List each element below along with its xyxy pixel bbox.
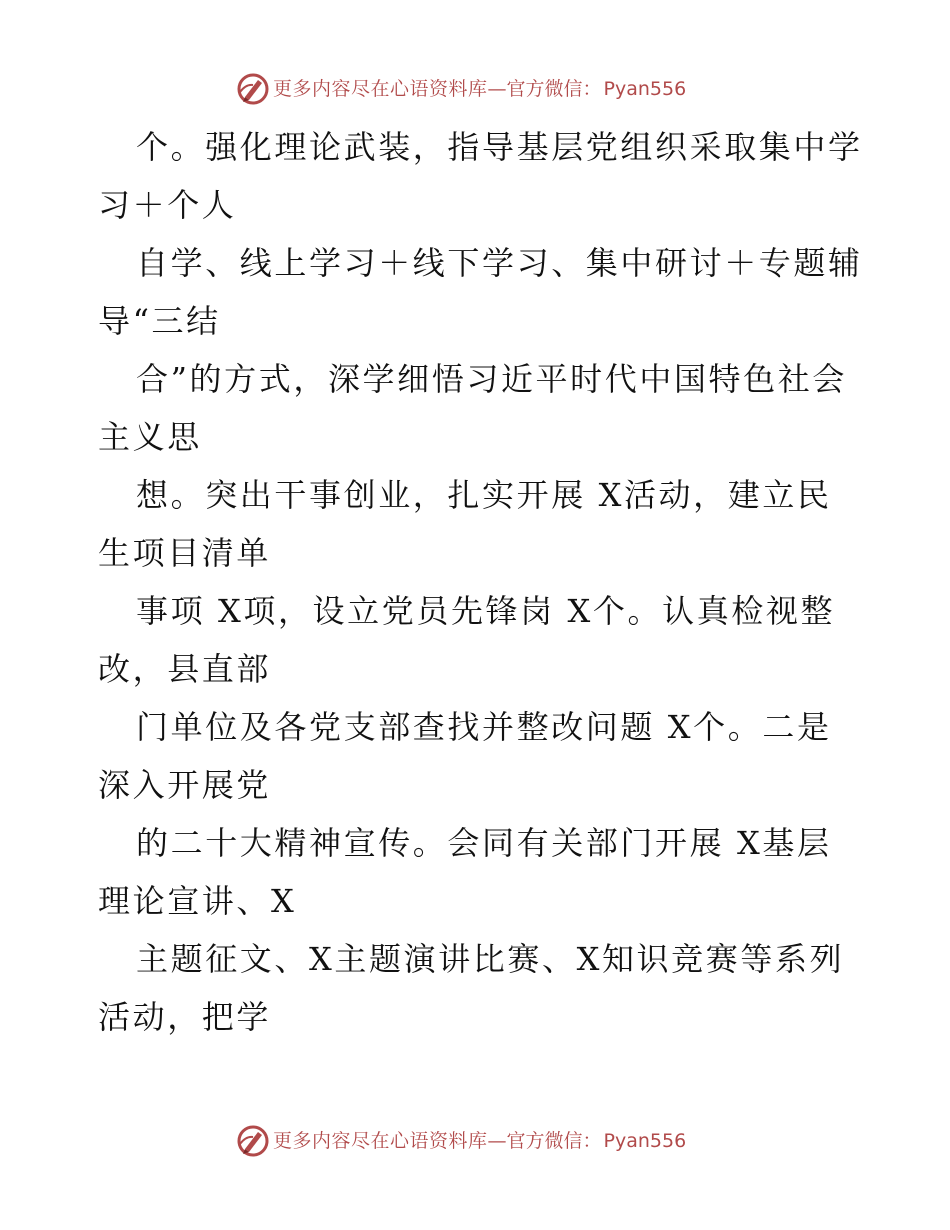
header-banner-text: 更多内容尽在心语资料库 <box>273 78 488 100</box>
header-wechat-id: Pyan556 <box>603 78 687 100</box>
text-line: 的二十大精神宣传。会同有关部门开展 X基层 <box>136 824 832 862</box>
text-line: 合”的方式，深学细悟习近平时代中国特色社会 <box>136 360 847 398</box>
text-line: 习＋个人 <box>98 186 237 224</box>
text-line: 深入开展党 <box>98 766 272 804</box>
text-line: 主义思 <box>98 418 202 456</box>
footer-banner <box>236 1124 686 1158</box>
text-line: 活动，把学 <box>98 998 272 1036</box>
text-line: 改，县直部 <box>98 650 272 688</box>
text-line: 自学、线上学习＋线下学习、集中研讨＋专题辅 <box>136 244 863 282</box>
text-line: 想。突出干事创业，扎实开展 X活动，建立民 <box>136 476 832 514</box>
header-banner-suffix: —官方微信： <box>487 78 602 100</box>
text-line: 生项目清单 <box>98 534 272 572</box>
text-line: 导“三结 <box>98 302 221 340</box>
text-line: 主题征文、X主题演讲比赛、X知识竞赛等系列 <box>136 940 845 978</box>
text-line: 门单位及各党支部查找并整改问题 X个。二是 <box>136 708 832 746</box>
footer-banner-text: 更多内容尽在心语资料库 <box>273 1130 488 1152</box>
header-banner <box>236 72 686 106</box>
text-line: 理论宣讲、X <box>98 882 297 920</box>
pen-logo-icon <box>236 1124 270 1158</box>
text-line: 事项 X项，设立党员先锋岗 X个。认真检视整 <box>136 592 836 630</box>
footer-banner-suffix: —官方微信： <box>487 1130 602 1152</box>
pen-logo-icon <box>236 72 270 106</box>
text-line: 个。强化理论武装，指导基层党组织采取集中学 <box>136 128 863 166</box>
footer-wechat-id: Pyan556 <box>603 1130 687 1152</box>
document-body <box>98 118 863 1046</box>
